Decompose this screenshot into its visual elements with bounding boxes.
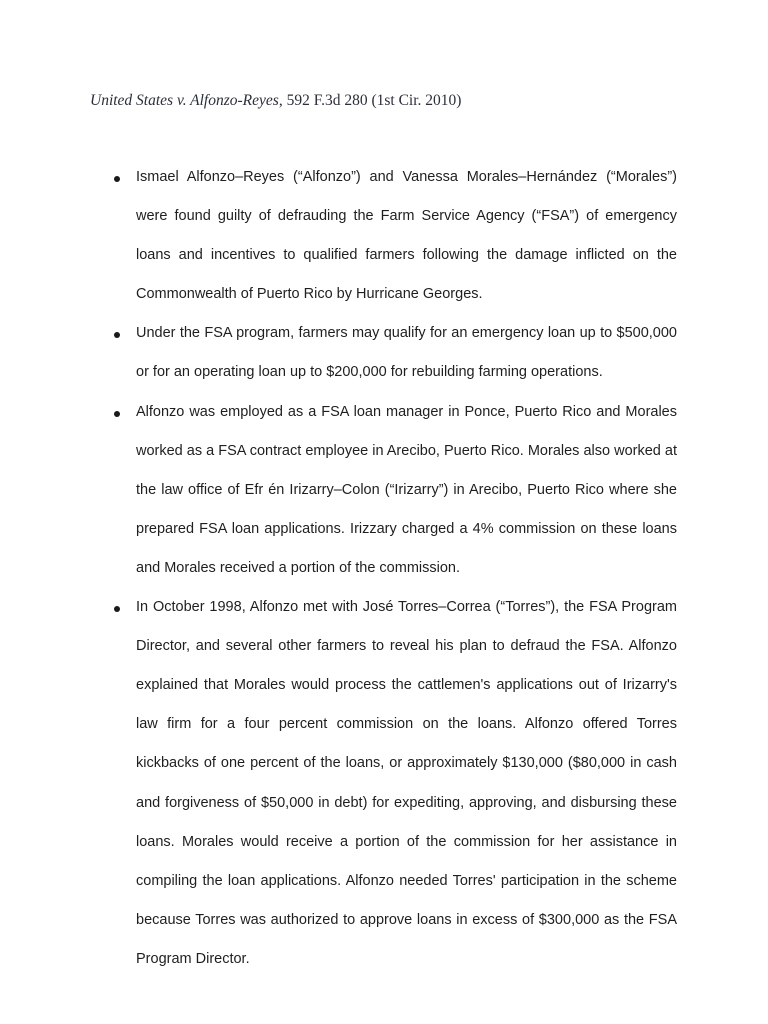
bullet-item [0,314,768,392]
bullet-list [0,158,768,979]
case-name: United States v. Alfonzo-Reyes [90,92,279,109]
case-citation [90,92,461,110]
bullet-icon [114,176,120,182]
bullet-icon [114,606,120,612]
bullet-text: Ismael Alfonzo–Reyes (“Alfonzo”) and Vanessa Morales–Hernández (“Morales”) were found guilty of defrauding the Farm Service Agency (“FSA”) of emergency loans and incentives to qualified farmers following the damage inflicted on the Commonwealth of Puerto Rico by Hurricane Georges. [136,169,677,303]
bullet-icon [114,332,120,338]
bullet-item [0,588,768,979]
case-reference: , 592 F.3d 280 (1st Cir. 2010) [278,92,462,109]
bullet-text: Under the FSA program, farmers may qualify for an emergency loan up to $500,000 or for an operating loan up to $200,000 for rebuilding farming operations. [136,325,677,381]
bullet-icon [114,411,120,417]
bullet-item [0,158,768,314]
bullet-item [0,393,768,588]
bullet-text: Alfonzo was employed as a FSA loan manager in Ponce, Puerto Rico and Morales worked as a FSA contract employee in Arecibo, Puerto Rico. Morales also worked at the law office of Efr én Irizarry–Colon (“Irizarry”) in Arecibo, Puerto Rico where she prepared FSA loan applications. Irizzary charged a 4% commission on these loans and Morales received a portion of the commission. [136,403,677,576]
bullet-text: In October 1998, Alfonzo met with José Torres–Correa (“Torres”), the FSA Program Director, and several other farmers to reveal his plan to defraud the FSA. Alfonzo explained that Morales would process the cattlemen's applications out of Irizarry's law firm for a four percent commission on the loans. Alfonzo offered Torres kickbacks of one percent of the loans, or approximately $130,000 ($80,000 in cash and forgiveness of $50,000 in debt) for expediting, approving, and disbursing these loans. Morales would receive a portion of the commission for her assistance in compiling the loan applications. Alfonzo needed Torres' participation in the scheme because Torres was authorized to approve loans in excess of $300,000 as the FSA Program Director. [136,599,677,967]
